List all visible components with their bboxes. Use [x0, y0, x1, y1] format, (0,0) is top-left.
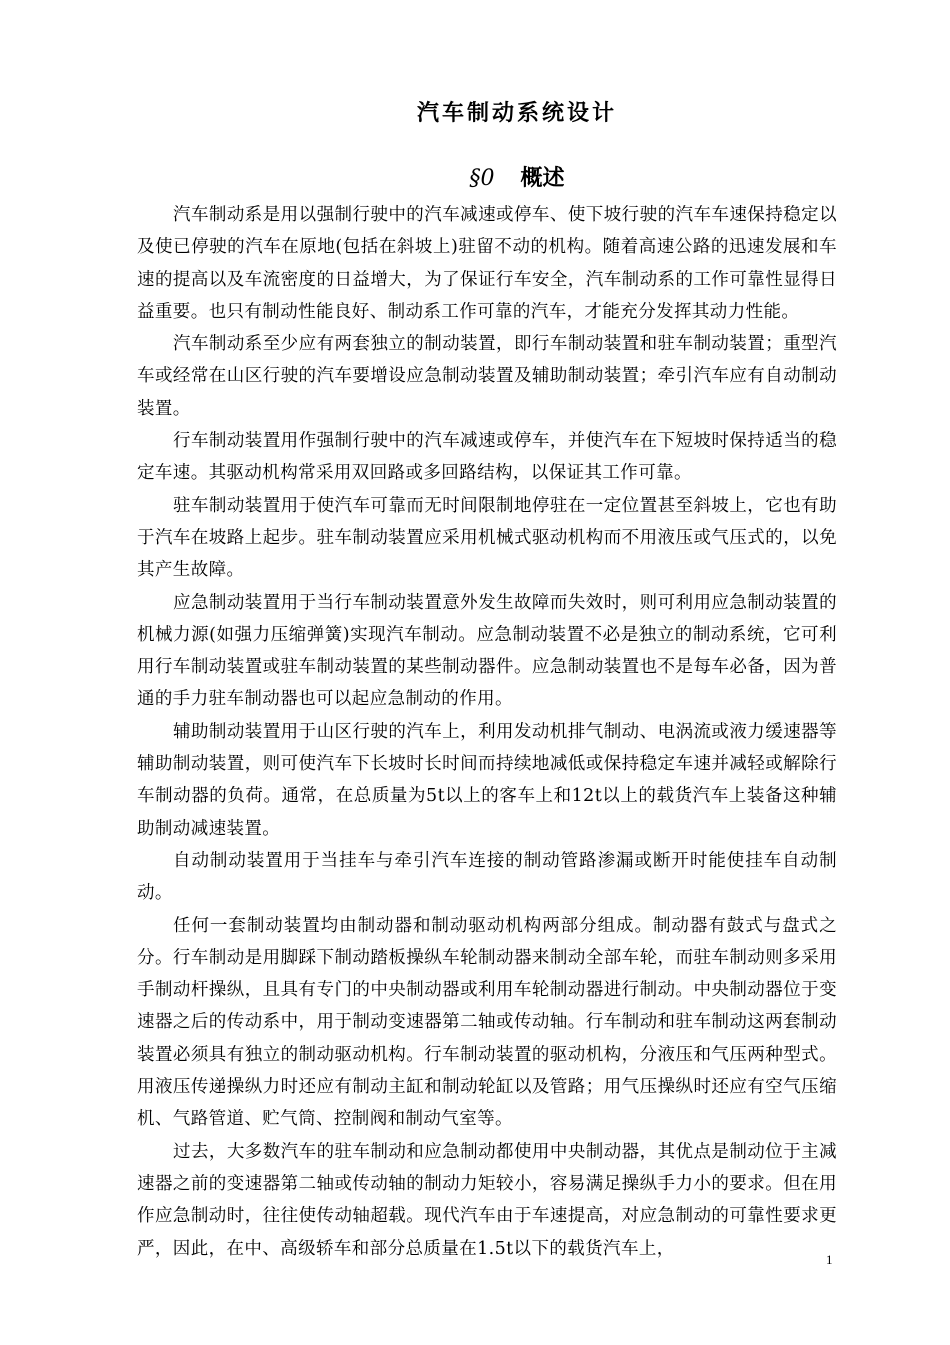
- paragraph: 辅助制动装置用于山区行驶的汽车上，利用发动机排气制动、电涡流或液力缓速器等辅助制动装置，则可使汽车下长坡时长时间而持续地减低或保持稳定车速并减轻或解除行车制动器的负荷。通常，在总质量为5t以上的客车上和12t以上的载货汽车上装备这种辅助制动减速装置。: [137, 721, 837, 839]
- paragraph: 应急制动装置用于当行车制动装置意外发生故障而失效时，则可利用应急制动装置的机械力源(如强力压缩弹簧)实现汽车制动。应急制动装置不必是独立的制动系统，它可利用行车制动装置或驻车制动装置的某些制动器件。应急制动装置也不是每车必备，因为普通的手力驻车制动器也可以起应急制动的作用。: [137, 592, 837, 710]
- section-heading-text: 概述: [520, 165, 565, 191]
- section-heading: [0, 161, 950, 192]
- paragraph: 任何一套制动装置均由制动器和制动驱动机构两部分组成。制动器有鼓式与盘式之分。行车制动是用脚踩下制动踏板操纵车轮制动器来制动全部车轮，而驻车制动则多采用手制动杆操纵，且具有专门的中央制动器或利用车轮制动器进行制动。中央制动器位于变速器之后的传动系中，用于制动变速器第二轴或传动轴。行车制动和驻车制动这两套制动装置必须具有独立的制动驱动机构。行车制动装置的驱动机构，分液压和气压两种型式。用液压传递操纵力时还应有制动主缸和制动轮缸以及管路；用气压操纵时还应有空气压缩机、气路管道、贮气筒、控制阀和制动气室等。: [137, 915, 837, 1130]
- document-title: 汽车制动系统设计: [416, 100, 617, 126]
- paragraph: 过去，大多数汽车的驻车制动和应急制动都使用中央制动器，其优点是制动位于主减速器之前的变速器第二轴或传动轴的制动力矩较小，容易满足操纵手力小的要求。但在用作应急制动时，往往使传动轴超载。现代汽车由于车速提高，对应急制动的可靠性要求更严，因此，在中、高级轿车和部分总质量在1.5t以下的载货汽车上，: [137, 1141, 837, 1259]
- page-number: 1: [826, 1252, 833, 1267]
- paragraph: 汽车制动系是用以强制行驶中的汽车减速或停车、使下坡行驶的汽车车速保持稳定以及使已停驶的汽车在原地(包括在斜坡上)驻留不动的机构。随着高速公路的迅速发展和车速的提高以及车流密度的日益增大，为了保证行车安全，汽车制动系的工作可靠性显得日益重要。也只有制动性能良好、制动系工作可靠的汽车，才能充分发挥其动力性能。: [137, 205, 837, 322]
- paragraph: 汽车制动系至少应有两套独立的制动装置，即行车制动装置和驻车制动装置；重型汽车或经常在山区行驶的汽车要增设应急制动装置及辅助制动装置；牵引汽车应有自动制动装置。: [137, 334, 837, 419]
- paragraph: 行车制动装置用作强制行驶中的汽车减速或停车，并使汽车在下短坡时保持适当的稳定车速。其驱动机构常采用双回路或多回路结构，以保证其工作可靠。: [137, 431, 837, 484]
- body-text: [137, 199, 837, 1265]
- paragraph: 自动制动装置用于当挂车与牵引汽车连接的制动管路渗漏或断开时能使挂车自动制动。: [137, 850, 837, 904]
- paragraph: 驻车制动装置用于使汽车可靠而无时间限制地停驻在一定位置甚至斜坡上，它也有助于汽车在坡路上起步。驻车制动装置应采用机械式驱动机构而不用液压或气压式的，以免其产生故障。: [137, 495, 837, 581]
- section-number: §0: [469, 166, 495, 191]
